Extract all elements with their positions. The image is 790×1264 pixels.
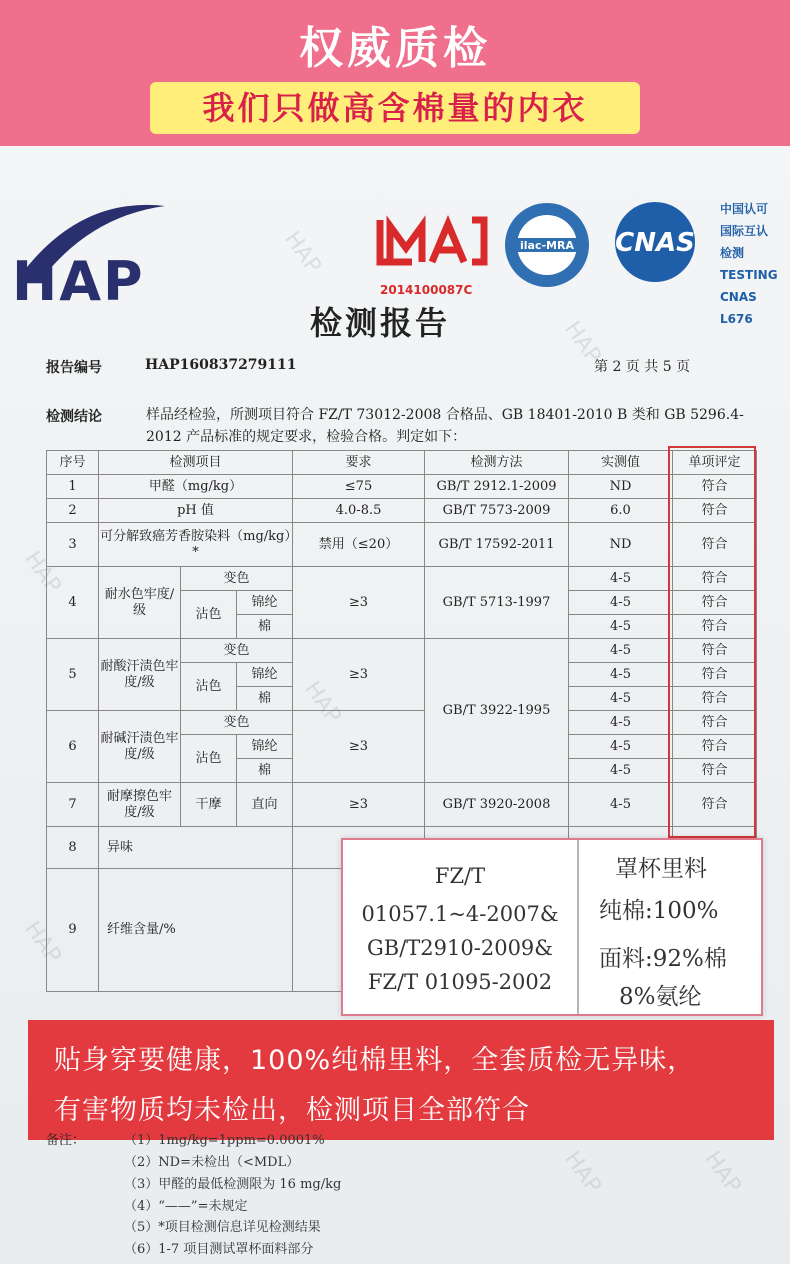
table-cell: 8 bbox=[47, 827, 99, 869]
standard-line: GB/T2910-2009& bbox=[367, 936, 553, 960]
svg-text:CNAS: CNAS bbox=[615, 228, 695, 258]
fabric-content-2: 8%氨纶 bbox=[619, 984, 702, 1010]
note-item: （3）甲醛的最低检测限为 16 mg/kg bbox=[124, 1177, 342, 1192]
banner-title: 权威质检 bbox=[299, 23, 491, 74]
table-cell: 4.0-8.5 bbox=[293, 499, 425, 523]
ilac-mra-logo bbox=[505, 203, 589, 287]
table-cell: ≥3 bbox=[293, 711, 425, 783]
note-item: （2）ND=未检出（<MDL） bbox=[124, 1155, 300, 1170]
table-row bbox=[47, 783, 757, 827]
table-cell: 4-5 bbox=[569, 783, 673, 827]
table-row bbox=[47, 523, 757, 567]
cnas-line: CNAS L676 bbox=[720, 290, 757, 326]
table-cell: 锦纶 bbox=[237, 735, 293, 759]
table-cell: 直向 bbox=[237, 783, 293, 827]
table-header: 要求 bbox=[293, 451, 425, 475]
promo-bar bbox=[28, 1020, 774, 1140]
table-cell: 符合 bbox=[673, 615, 757, 639]
table-cell: GB/T 2912.1-2009 bbox=[425, 475, 569, 499]
table-cell: 干摩 bbox=[181, 783, 237, 827]
report-title: 检测报告 bbox=[309, 304, 450, 342]
overlay-standards bbox=[343, 840, 579, 1014]
table-row bbox=[47, 475, 757, 499]
table-row bbox=[47, 639, 757, 663]
table-cell: GB/T 3922-1995 bbox=[425, 639, 569, 783]
note-item: （6）1-7 项目测试罩杯面料部分 bbox=[124, 1242, 314, 1257]
table-cell: GB/T 5713-1997 bbox=[425, 567, 569, 639]
table-cell: 4-5 bbox=[569, 639, 673, 663]
table-cell: 变色 bbox=[181, 567, 293, 591]
table-cell: 符合 bbox=[673, 475, 757, 499]
table-cell: 符合 bbox=[673, 499, 757, 523]
cnas-logo bbox=[615, 202, 695, 282]
promo-line: 有害物质均未检出，检测项目全部符合 bbox=[54, 1095, 530, 1126]
notes-label: 备注： bbox=[46, 1133, 86, 1148]
banner-subtitle: 我们只做高含棉量的内衣 bbox=[150, 82, 640, 134]
table-header: 单项评定 bbox=[673, 451, 757, 475]
lining-content: 纯棉:100% bbox=[599, 898, 719, 924]
table-cell: 4-5 bbox=[569, 615, 673, 639]
svg-text:ilac-MRA: ilac-MRA bbox=[520, 239, 574, 252]
table-cell: GB/T 7573-2009 bbox=[425, 499, 569, 523]
table-row bbox=[47, 499, 757, 523]
evaluation-highlight-box bbox=[668, 446, 756, 838]
table-cell: 耐水色牢度/级 bbox=[99, 567, 181, 639]
watermark: HAP bbox=[559, 1146, 606, 1199]
table-header: 序号 bbox=[47, 451, 99, 475]
table-cell: 符合 bbox=[673, 523, 757, 567]
certification-logos bbox=[372, 200, 712, 290]
table-cell: 4-5 bbox=[569, 567, 673, 591]
table-row bbox=[47, 711, 757, 735]
table-cell: 变色 bbox=[181, 639, 293, 663]
cnas-line: 检测 bbox=[720, 246, 745, 260]
watermark: HAP bbox=[19, 546, 66, 599]
fabric-content: 面料:92%棉 bbox=[599, 946, 727, 972]
table-cell: 沾色 bbox=[181, 663, 237, 711]
table-cell: 2 bbox=[47, 499, 99, 523]
table-header: 检测方法 bbox=[425, 451, 569, 475]
table-header-row bbox=[47, 451, 757, 475]
table-cell: 棉 bbox=[237, 759, 293, 783]
table-cell: 符合 bbox=[673, 663, 757, 687]
table-cell: 符合 bbox=[673, 591, 757, 615]
table-cell: 4-5 bbox=[569, 711, 673, 735]
table-cell: 1 bbox=[47, 475, 99, 499]
table-cell: ND bbox=[569, 523, 673, 567]
table-cell: ≥3 bbox=[293, 639, 425, 711]
watermark: HAP bbox=[699, 1146, 746, 1199]
table-cell: 3 bbox=[47, 523, 99, 567]
cnas-line: TESTING bbox=[720, 268, 778, 282]
table-cell: 沾色 bbox=[181, 591, 237, 639]
table-cell: 变色 bbox=[181, 711, 293, 735]
watermark: HAP bbox=[299, 676, 346, 729]
table-cell: 符合 bbox=[673, 783, 757, 827]
table-cell: 禁用（≤20） bbox=[293, 523, 425, 567]
cnas-line: 中国认可 bbox=[720, 202, 769, 216]
cnas-line: 国际互认 bbox=[720, 224, 769, 238]
table-cell: 耐酸汗渍色牢度/级 bbox=[99, 639, 181, 711]
note-item: （5）*项目检测信息详见检测结果 bbox=[124, 1220, 321, 1235]
table-cell: GB/T 3920-2008 bbox=[425, 783, 569, 827]
table-cell: ≤75 bbox=[293, 475, 425, 499]
page-info: 第 2 页 共 5 页 bbox=[594, 359, 691, 375]
table-cell: ND bbox=[569, 475, 673, 499]
table-cell: 沾色 bbox=[181, 735, 237, 783]
table-cell: pH 值 bbox=[99, 499, 293, 523]
conclusion-text: 样品经检验，所测项目符合 FZ/T 73012-2008 合格品、GB 18401-2010 B 类和 GB 5296.4-2012 产品标准的规定要求，检验合格。判定如下： bbox=[146, 407, 744, 445]
fiber-content-overlay bbox=[341, 838, 763, 1016]
table-cell: 异味 bbox=[99, 827, 293, 869]
table-cell: 符合 bbox=[673, 567, 757, 591]
note-item: （1）1mg/kg=1ppm=0.0001% bbox=[124, 1133, 325, 1148]
table-header: 检测项目 bbox=[99, 451, 293, 475]
table-cell: 耐摩擦色牢度/级 bbox=[99, 783, 181, 827]
report-no-label: 报告编号 bbox=[46, 360, 102, 376]
table-cell: 9 bbox=[47, 869, 99, 992]
table-cell: 5 bbox=[47, 639, 99, 711]
table-cell: 符合 bbox=[673, 735, 757, 759]
table-cell: 7 bbox=[47, 783, 99, 827]
table-cell: GB/T 17592-2011 bbox=[425, 523, 569, 567]
table-cell: 4-5 bbox=[569, 759, 673, 783]
table-cell: 4-5 bbox=[569, 591, 673, 615]
table-cell: 4-5 bbox=[569, 687, 673, 711]
watermark: HAP bbox=[279, 226, 326, 279]
table-cell: 符合 bbox=[673, 639, 757, 663]
standard-line: 01057.1~4-2007& bbox=[361, 902, 559, 926]
note-item: （4）“——”=未规定 bbox=[124, 1199, 248, 1214]
table-cell: 4-5 bbox=[569, 663, 673, 687]
table-cell: 符合 bbox=[673, 759, 757, 783]
table-cell: 棉 bbox=[237, 615, 293, 639]
cert-number: 2014100087C bbox=[380, 283, 473, 297]
table-cell: 6.0 bbox=[569, 499, 673, 523]
table-cell: 纤维含量/% bbox=[99, 869, 293, 992]
table-cell: 符合 bbox=[673, 687, 757, 711]
watermark: HAP bbox=[559, 316, 606, 369]
table-cell: ≥3 bbox=[293, 783, 425, 827]
promo-line: 贴身穿要健康，100%纯棉里料，全套质检无异味， bbox=[54, 1045, 696, 1076]
table-cell: 符合 bbox=[673, 711, 757, 735]
top-banner bbox=[0, 0, 790, 146]
standard-line: FZ/T 01095-2002 bbox=[367, 970, 553, 994]
table-header: 实测值 bbox=[569, 451, 673, 475]
table-cell: 6 bbox=[47, 711, 99, 783]
conclusion-label: 检测结论 bbox=[46, 409, 102, 425]
table-cell: 甲醛（mg/kg） bbox=[99, 475, 293, 499]
table-cell: 4-5 bbox=[569, 735, 673, 759]
table-row bbox=[47, 567, 757, 591]
lining-title: 罩杯里料 bbox=[615, 856, 707, 882]
table-cell: 锦纶 bbox=[237, 663, 293, 687]
standard-line: FZ/T bbox=[434, 864, 486, 888]
table-cell: 4 bbox=[47, 567, 99, 639]
cma-logo bbox=[380, 220, 484, 262]
table-cell: ≥3 bbox=[293, 567, 425, 639]
hap-logo-text: HAP bbox=[12, 250, 145, 313]
report-no: HAP160837279111 bbox=[145, 357, 297, 373]
table-cell: 棉 bbox=[237, 687, 293, 711]
table-cell: 耐碱汗渍色牢度/级 bbox=[99, 711, 181, 783]
watermark: HAP bbox=[19, 916, 66, 969]
table-cell: 可分解致癌芳香胺染料（mg/kg）* bbox=[99, 523, 293, 567]
table-cell: 锦纶 bbox=[237, 591, 293, 615]
